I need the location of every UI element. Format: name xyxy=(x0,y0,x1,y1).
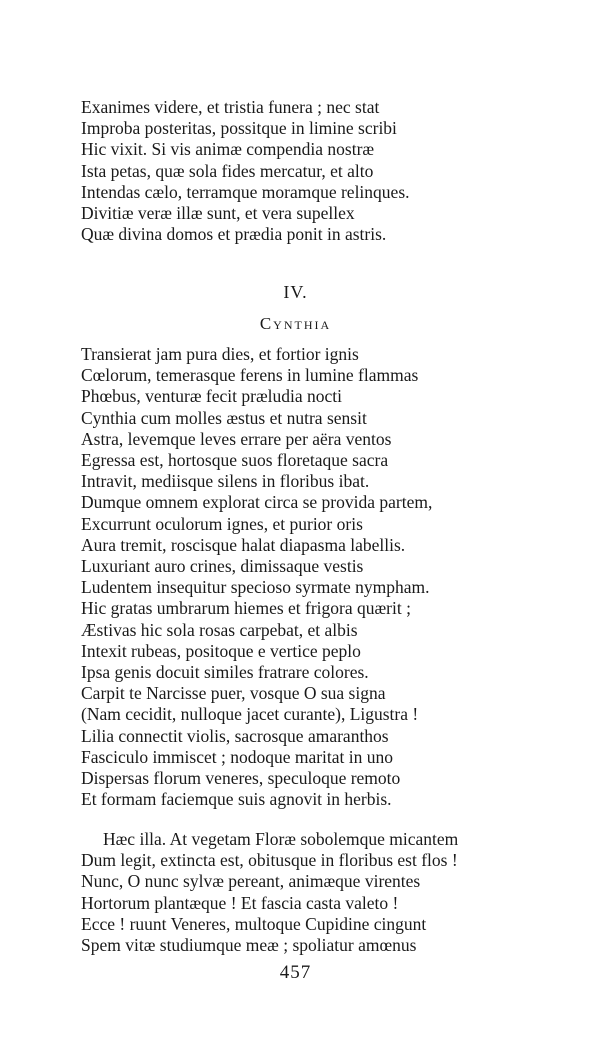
verse-line: Cynthia cum molles æstus et nutra sensit xyxy=(81,407,367,428)
verse-line: Ecce ! ruunt Veneres, multoque Cupidine cingunt xyxy=(81,913,427,934)
poem-stanza-2 xyxy=(81,829,551,956)
verse-line: Phœbus, venturæ fecit præludia nocti xyxy=(81,386,343,407)
verse-line: Excurrunt oculorum ignes, et purior oris xyxy=(81,513,363,534)
verse-line: Hæc illa. At vegetam Floræ sobolemque micantem xyxy=(103,829,459,849)
verse-line: Improba posteritas, possitque in limine scribi xyxy=(81,118,397,139)
verse-line: Lilia connectit violis, sacrosque amaranthos xyxy=(81,725,389,746)
verse-line: Transierat jam pura dies, et fortior ignis xyxy=(81,344,359,364)
verse-line: Dumque omnem explorat circa se provida partem, xyxy=(81,492,433,513)
verse-line: Divitiæ veræ illæ sunt, et vera supellex xyxy=(81,203,355,224)
verse-line: (Nam cecidit, nulloque jacet curante), Ligustra ! xyxy=(81,704,419,725)
verse-line: Astra, levemque leves errare per aëra ventos xyxy=(81,428,392,449)
verse-line: Luxuriant auro crines, dimissaque vestis xyxy=(81,556,364,577)
verse-line: Et formam faciemque suis agnovit in herbis. xyxy=(81,789,392,810)
verse-line: Exanimes videre, et tristia funera ; nec stat xyxy=(81,97,380,117)
verse-line: Aura tremit, roscisque halat diapasma labellis. xyxy=(81,534,406,555)
verse-line: Hic gratas umbrarum hiemes et frigora quærit ; xyxy=(81,598,411,619)
verse-line: Dum legit, extincta est, obitusque in floribus est flos ! xyxy=(81,850,458,871)
verse-line: Carpit te Narcisse puer, vosque O sua signa xyxy=(81,683,386,704)
previous-poem-ending xyxy=(81,97,551,245)
verse-line: Egressa est, hortosque suos floretaque sacra xyxy=(81,450,389,471)
verse-line: Intendas cælo, terramque moramque relinques. xyxy=(81,181,410,202)
verse-line: Ista petas, quæ sola fides mercatur, et alto xyxy=(81,160,374,181)
verse-line: Quæ divina domos et prædia ponit in astris. xyxy=(81,224,387,245)
verse-line: Æstivas hic sola rosas carpebat, et albis xyxy=(81,619,358,640)
verse-line: Hortorum plantæque ! Et fascia casta valeto ! xyxy=(81,892,399,913)
verse-line: Ipsa genis docuit similes fratrare colores. xyxy=(81,662,369,683)
verse-line: Intexit rubeas, positoque e vertice peplo xyxy=(81,640,361,661)
page-number: 457 xyxy=(279,962,312,983)
verse-line: Ludentem insequitur specioso syrmate nympham. xyxy=(81,577,430,598)
verse-line: Intravit, mediisque silens in floribus ibat. xyxy=(81,471,370,492)
verse-line: Spem vitæ studiumque meæ ; spoliatur amœnus xyxy=(81,935,417,956)
verse-line: Cœlorum, temerasque ferens in lumine flammas xyxy=(81,365,419,386)
verse-line: Nunc, O nunc sylvæ pereant, animæque virentes xyxy=(81,871,421,892)
section-numeral: IV. xyxy=(283,282,308,302)
poem-title: Cynthia xyxy=(259,314,332,333)
poem-stanza-1 xyxy=(81,344,551,810)
verse-line: Fasciculo immiscet ; nodoque maritat in uno xyxy=(81,746,394,767)
verse-line: Hic vixit. Si vis animæ compendia nostræ xyxy=(81,139,375,160)
verse-line: Dispersas florum veneres, speculoque remoto xyxy=(81,768,401,789)
